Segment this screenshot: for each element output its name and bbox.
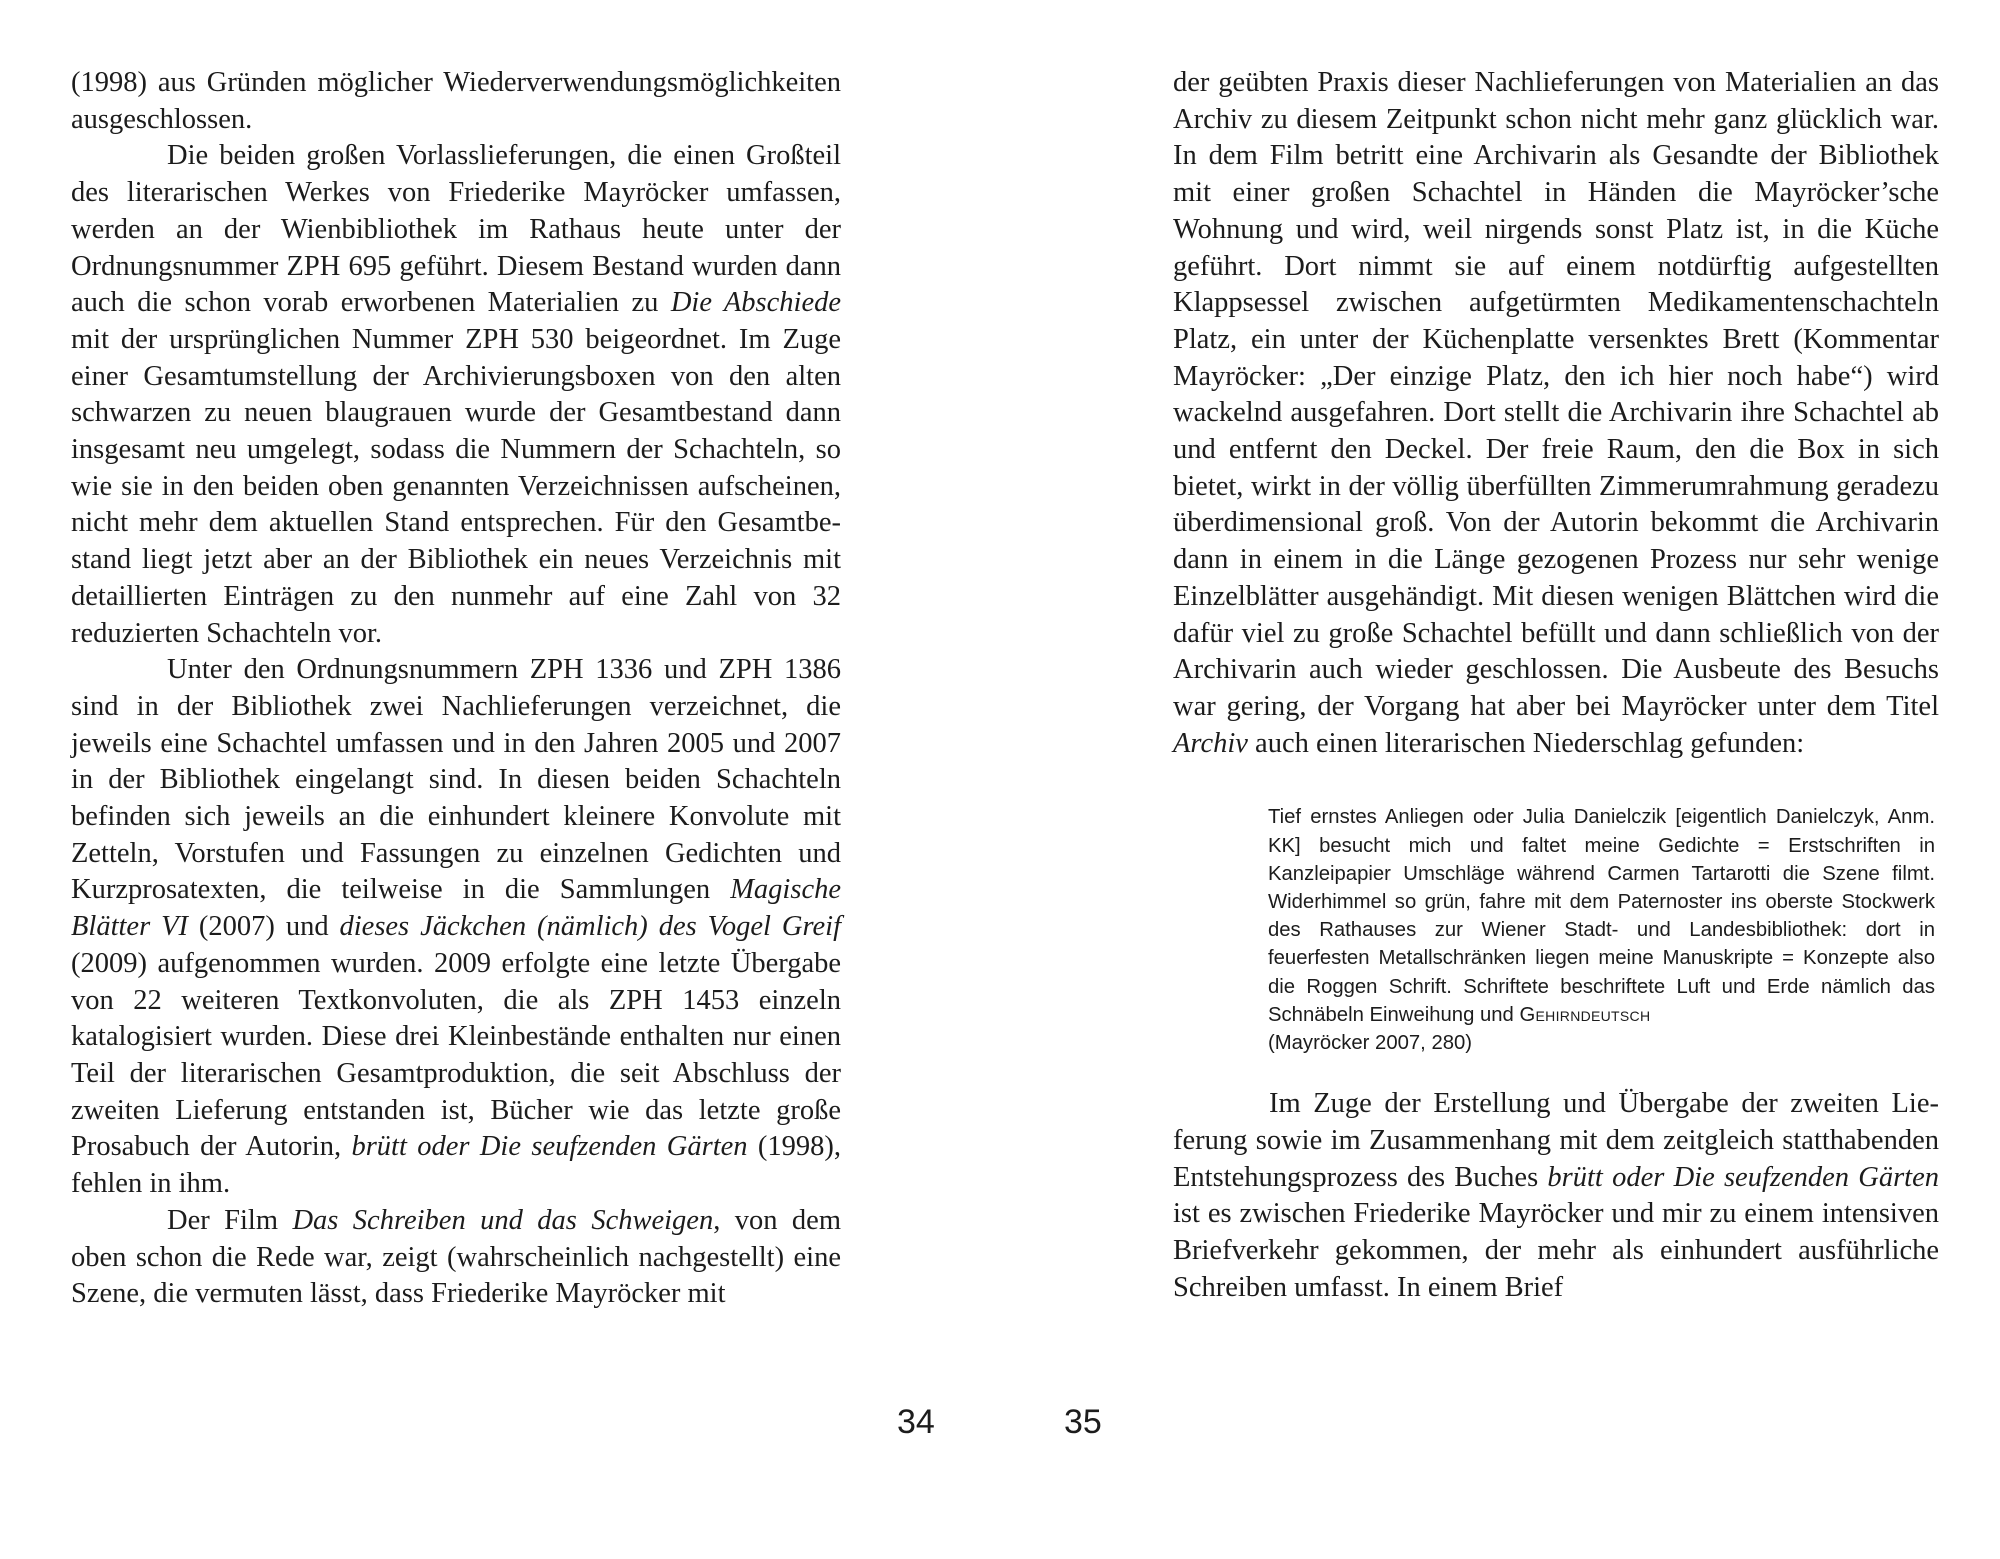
right-page-body [1173, 65, 1939, 1306]
text-run: (2009) aufgenommen wurden. 2009 erfolgte eine letzte Übergabe von 22 weiteren Textkonvoluten, die als ZPH 1453 einzeln katalogisiert wurden. Diese drei Kleinbestände enthalten nur einen Teil der literarischen Gesamtproduktion, die seit Abschluss der zweiten Lieferung entstanden ist, Bücher wie das letzte große Prosabuch der Autorin, [71, 947, 841, 1163]
paragraph [1173, 1086, 1939, 1306]
italic-title: brütt oder Die seufzenden Gärten [1547, 1161, 1939, 1193]
right-page [1000, 0, 2000, 1559]
italic-title: dieses Jäckchen (nämlich) des Vogel Greif [339, 911, 841, 943]
paragraph [71, 1203, 841, 1313]
paragraph [71, 138, 841, 652]
text-run: Unter den Ordnungsnummern ZPH 1336 und ZPH 1386 sind in der Bibliothek zwei Nachlieferungen verzeichnet, die jeweils eine Schachtel umfassen und in den Jahren 2005 und 2007 in der Bibliothek eingelangt sind. In diesen beiden Schachteln befinden sich jeweils an die einhundert kleinere Konvolute mit Zetteln, Vorstufen und Fassungen zu einzelnen Gedichten und Kurzprosatexten, die teilweise in die Sammlungen [71, 654, 841, 906]
italic-title: brütt oder Die seufzenden Gärten [351, 1131, 748, 1163]
text-run: mit der ursprünglichen Nummer ZPH 530 beigeordnet. Im Zuge einer Gesamtumstellung der Archivierungsboxen von den alten schwarzen zu neuen blaugrauen wurde der Gesamtbestand dann insgesamt neu umgelegt, sodass die Nummern der Schachteln, so wie sie in den beiden oben genannten Verzeichnissen aufscheinen, nicht mehr dem aktuellen Stand entsprechen. Für den Gesamtbestand liegt jetzt aber an der Bibliothek ein neues Verzeichnis mit detaillierten Einträgen zu den nunmehr auf eine Zahl von 32 reduzierten Schachteln vor. [71, 323, 841, 649]
quote-text: Tief ernstes Anliegen oder Julia Danielczik [eigentlich Danielczyk, Anm. KK] besucht mich und faltet meine Gedichte = Erstschriften in Kanzleipapier Umschläge während Carmen Tartarotti die Szene filmt. Widerhimmel so grün, fahre mit dem Paternoster ins oberste Stockwerk des Rathauses zur Wiener Stadt- und Landesbibliothek: dort in feuerfesten Metallschränken liegen meine Manuskripte = Konzepte also die Roggen Schrift. Schriftete beschriftete Luft und Erde nämlich das Schnäbeln Einweihung und [1268, 806, 1935, 1026]
page-number: 35 [1064, 1403, 1102, 1441]
text-run: auch einen literarischen Niederschlag gefunden: [1247, 727, 1805, 759]
paragraph [1173, 65, 1939, 762]
block-quote [1268, 803, 1935, 1057]
italic-title: Archiv [1173, 727, 1248, 759]
text-run: , von dem oben schon die Rede war, zeigt (wahrscheinlich nachgestellt) eine Szene, die vermuten lässt, dass Friederike Mayröcker mit [71, 1204, 842, 1310]
text-run: (2007) und [187, 911, 340, 943]
italic-title: Die Abschiede [670, 287, 841, 319]
text-run: der geübten Praxis dieser Nachlieferungen von Materialien an das Archiv zu diesem Zeitpunkt schon nicht mehr ganz glücklich war. In dem Film betritt eine Archivarin als Gesandte der Bibliothek mit einer großen Schachtel in Händen die Mayröcker’sche Wohnung und wird, weil nirgends sonst Platz ist, in die Küche geführt. Dort nimmt sie auf einem notdürftig aufgestellten Klappsessel zwischen aufgetürmten Medikamentenschachteln Platz, ein unter der Küchenplatte versenktes Brett (Kommentar Mayröcker: „Der einzige Platz, den ich hier noch habe“) wird wackelnd ausgefahren. Dort stellt die Archivarin ihre Schachtel ab und entfernt den Deckel. Der freie Raum, den die Box in sich bietet, wirkt in der völlig überfüllten Zimmerumrahmung geradezu überdimensional groß. Von der Autorin bekommt die Archivarin dann in einem in die Länge gezogenen Prozess nur sehr wenige Einzelblätter ausgehändigt. Mit diesen wenigen Blättchen wird die dafür viel zu große Schachtel befüllt und dann schließlich von der Archivarin auch wieder geschlossen. Die Ausbeute des Besuchs war gering, der Vorgang hat aber bei Mayröcker unter dem Titel [1173, 67, 1939, 722]
quote-citation: (Mayröcker 2007, 280) [1268, 1031, 1473, 1054]
paragraph [71, 652, 841, 1203]
text-run: ist es zwischen Friederike Mayröcker und mir zu einem intensiven Briefverkehr gekommen, der mehr als einhundert ausführliche Schreiben umfasst. In einem Brief [1173, 1198, 1939, 1303]
text-run: (1998) aus Gründen möglicher Wiederverwendungsmöglichkeiten ausgeschlossen. [71, 67, 841, 135]
text-run: (1998), fehlen in ihm. [71, 1131, 841, 1200]
text-run: Im Zuge der Erstellung und Übergabe der zweiten Lieferung sowie im Zusammenhang mit dem zeitgleich statthabenden Entstehungsprozess des Buches [1173, 1088, 1939, 1193]
left-page-body [71, 65, 841, 1313]
quote-smallcaps-word: Gehirndeutsch [1519, 1003, 1651, 1026]
text-run: Der Film [167, 1204, 293, 1236]
paragraph [71, 65, 841, 138]
page-number: 34 [897, 1403, 935, 1441]
text-run: Die beiden großen Vorlasslieferungen, die einen Großteil des literarischen Werkes von Friederike Mayröcker umfassen, werden an der Wienbibliothek im Rathaus heute unter der Ordnungsnummer ZPH 695 geführt. Diesem Bestand wurden dann auch die schon vorab erworbenen Materialien zu [71, 140, 841, 319]
italic-title: Magische Blätter VI [71, 874, 841, 943]
italic-title: Das Schreiben und das Schweigen [292, 1204, 714, 1236]
